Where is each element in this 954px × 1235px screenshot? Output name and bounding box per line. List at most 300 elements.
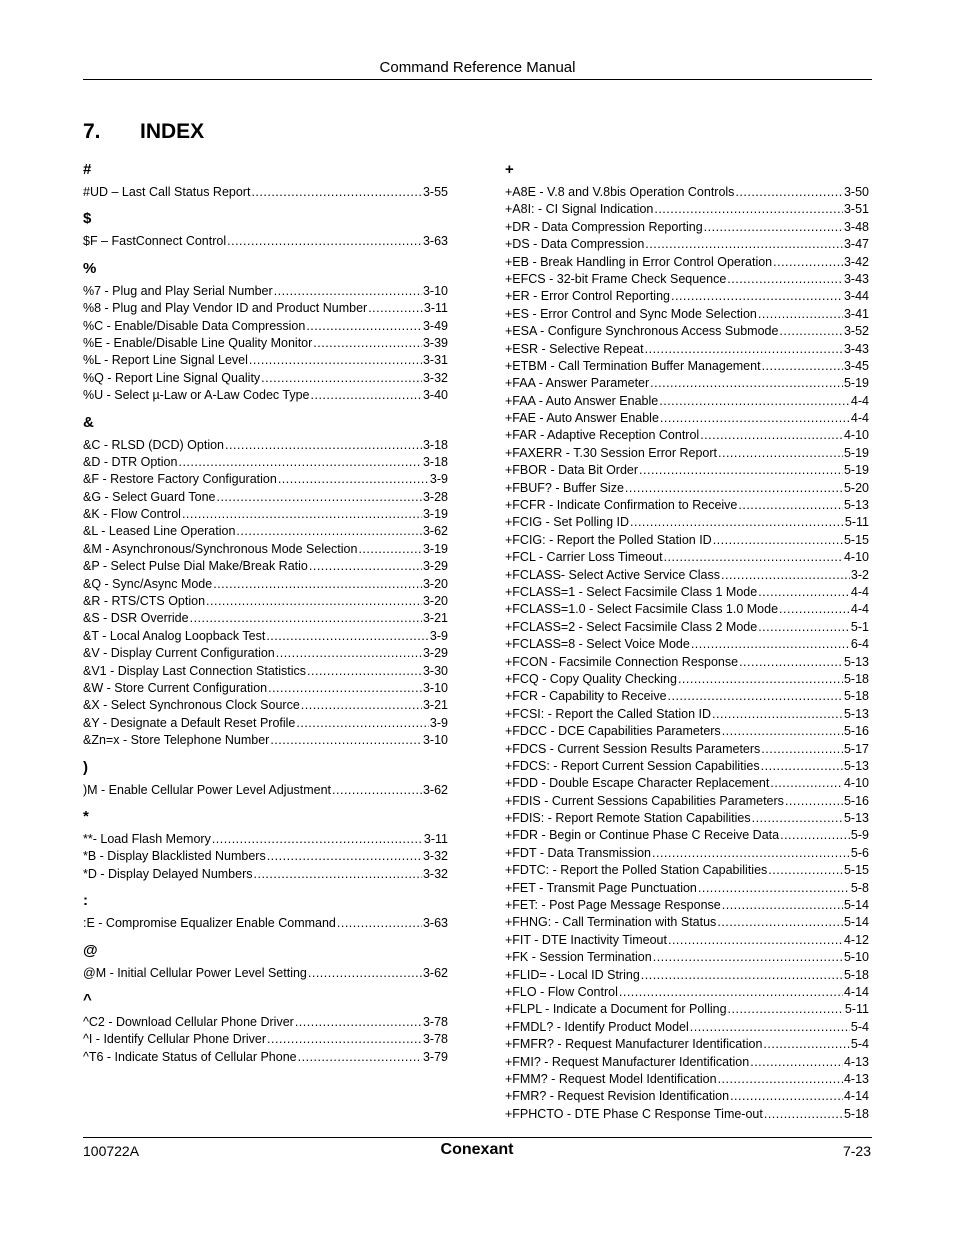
dot-leader	[717, 914, 843, 931]
index-entry[interactable]	[505, 1054, 869, 1071]
index-entry-page: 3-78	[422, 1014, 448, 1029]
index-entry-text: +FDIS - Current Sessions Capabilities Parameters	[505, 793, 784, 808]
dot-leader	[306, 318, 422, 335]
index-entry-text: +FLID= - Local ID String	[505, 967, 640, 982]
dot-leader	[659, 393, 850, 410]
index-entry[interactable]	[83, 965, 448, 982]
index-entry-page: 3-63	[422, 234, 448, 249]
index-entry-page: 3-18	[422, 454, 448, 469]
dot-leader	[206, 593, 422, 610]
index-entry[interactable]	[83, 387, 448, 404]
dot-leader	[625, 480, 843, 497]
index-entry-text: +FCON - Facsimile Connection Response	[505, 654, 739, 669]
index-entry[interactable]	[505, 984, 869, 1001]
index-entry-page: 3-29	[422, 559, 448, 574]
index-entry-page: 5-19	[843, 463, 869, 478]
index-entry-text: +FCSI: - Report the Called Station ID	[505, 706, 711, 721]
dot-leader	[735, 184, 843, 201]
dot-leader	[276, 645, 422, 662]
index-entry-text: +FDCS: - Report Current Session Capabilities	[505, 758, 760, 773]
index-entry[interactable]	[505, 393, 869, 410]
index-entry[interactable]	[83, 593, 448, 610]
dot-leader	[761, 758, 843, 775]
dot-leader	[752, 810, 843, 827]
index-entry-text: &K - Flow Control	[83, 507, 181, 522]
index-entry[interactable]	[83, 680, 448, 697]
index-entry-page: 5-17	[843, 741, 869, 756]
index-entry-page: 5-15	[843, 532, 869, 547]
index-entry[interactable]	[505, 949, 869, 966]
index-entry[interactable]	[505, 932, 869, 949]
index-entry-text: +FHNG: - Call Termination with Status	[505, 915, 717, 930]
index-entry-text: +FMDL? - Identify Product Model	[505, 1019, 689, 1034]
dot-leader	[660, 410, 850, 427]
index-entry-text: +FCLASS=1.0 - Select Facsimile Class 1.0 Mode	[505, 602, 779, 617]
index-entry[interactable]	[83, 915, 448, 932]
index-entry-text: **- Load Flash Memory	[83, 831, 211, 846]
index-entry-page: 3-20	[422, 594, 448, 609]
index-entry-page: 4-10	[843, 428, 869, 443]
index-entry[interactable]	[505, 341, 869, 358]
index-entry-page: 5-13	[843, 654, 869, 669]
index-entry-page: 3-32	[422, 370, 448, 385]
index-entry-text: *D - Display Delayed Numbers	[83, 866, 253, 881]
index-entry[interactable]	[505, 549, 869, 566]
index-entry-page: 5-18	[843, 689, 869, 704]
dot-leader	[313, 335, 422, 352]
index-entry-text: +FCQ - Copy Quality Checking	[505, 671, 677, 686]
index-entry[interactable]	[505, 497, 869, 514]
index-entry-page: 3-10	[422, 283, 448, 298]
index-entry[interactable]	[505, 723, 869, 740]
dot-leader	[690, 1019, 850, 1036]
index-entry-page: 3-39	[422, 335, 448, 350]
index-entry-text: :E - Compromise Equalizer Enable Command	[83, 916, 336, 931]
index-section-heading: %	[83, 259, 97, 277]
index-entry[interactable]	[505, 880, 869, 897]
index-entry[interactable]	[505, 619, 869, 636]
index-entry-page: 5-16	[843, 724, 869, 739]
index-entry[interactable]	[83, 318, 448, 335]
index-entry[interactable]	[83, 610, 448, 627]
index-entry[interactable]	[83, 489, 448, 506]
index-entry-text: +DS - Data Compression	[505, 237, 645, 252]
index-entry-page: 5-14	[843, 915, 869, 930]
index-entry-page: 5-10	[843, 950, 869, 965]
index-entry-text: +ES - Error Control and Sync Mode Selection	[505, 306, 757, 321]
dot-leader	[309, 558, 422, 575]
index-entry[interactable]	[83, 866, 448, 883]
dot-leader	[216, 489, 421, 506]
dot-leader	[739, 654, 843, 671]
dot-leader	[307, 663, 422, 680]
dot-leader	[261, 370, 422, 387]
index-entry-page: 5-14	[843, 898, 869, 913]
index-entry-text: +FDD - Double Escape Character Replacement	[505, 776, 770, 791]
index-section-entries	[83, 965, 448, 982]
index-entry[interactable]	[505, 775, 869, 792]
index-entry[interactable]	[505, 967, 869, 984]
index-entry[interactable]	[505, 236, 869, 253]
index-entry[interactable]	[505, 584, 869, 601]
page-number: 7-23	[842, 1143, 871, 1159]
index-entry[interactable]	[505, 1036, 869, 1053]
index-entry[interactable]	[505, 793, 869, 810]
footer-rule	[83, 1137, 872, 1138]
index-entry-page: 3-44	[843, 289, 869, 304]
index-entry-page: 3-30	[422, 663, 448, 678]
dot-leader	[761, 741, 843, 758]
index-entry[interactable]	[83, 541, 448, 558]
dot-leader	[270, 732, 422, 749]
index-entry[interactable]	[505, 532, 869, 549]
index-entry-page: 3-2	[850, 567, 869, 582]
index-entry-page: 3-29	[422, 646, 448, 661]
index-entry[interactable]	[505, 1001, 869, 1018]
index-entry[interactable]	[505, 827, 869, 844]
index-entry[interactable]	[83, 848, 448, 865]
index-entry-text: +FIT - DTE Inactivity Timeout	[505, 932, 667, 947]
index-entry-page: 3-78	[422, 1032, 448, 1047]
dot-leader	[368, 300, 423, 317]
index-section-entries	[83, 831, 448, 883]
index-entry-page: 3-79	[422, 1049, 448, 1064]
dot-leader	[236, 523, 422, 540]
index-entry[interactable]	[83, 233, 448, 250]
index-entry-text: %Q - Report Line Signal Quality	[83, 370, 261, 385]
index-entry-page: 3-19	[422, 541, 448, 556]
index-entry[interactable]	[83, 471, 448, 488]
index-entry-text: &X - Select Synchronous Clock Source	[83, 698, 300, 713]
index-entry-text: +FCLASS=1 - Select Facsimile Class 1 Mode	[505, 584, 758, 599]
dot-leader	[641, 967, 843, 984]
index-entry[interactable]	[505, 862, 869, 879]
index-entry[interactable]	[83, 715, 448, 732]
index-entry-page: 3-50	[843, 185, 869, 199]
dot-leader	[779, 601, 850, 618]
dot-leader	[308, 965, 422, 982]
index-entry-page: 3-9	[429, 472, 448, 487]
index-entry[interactable]	[83, 300, 448, 317]
index-entry-text: &L - Leased Line Operation	[83, 524, 236, 539]
index-entry[interactable]	[83, 1049, 448, 1066]
index-entry-text: %E - Enable/Disable Line Quality Monitor	[83, 335, 313, 350]
index-entry[interactable]	[505, 254, 869, 271]
index-entry-page: 4-14	[843, 1089, 869, 1104]
dot-leader	[645, 236, 843, 253]
dot-leader	[728, 1001, 844, 1018]
index-entry-text: )M - Enable Cellular Power Level Adjustment	[83, 782, 332, 797]
index-entry-text: &Q - Sync/Async Mode	[83, 576, 213, 591]
index-entry[interactable]	[505, 306, 869, 323]
index-entry-text: %U - Select µ-Law or A-Law Codec Type	[83, 388, 310, 403]
index-entry-text: &T - Local Analog Loopback Test	[83, 628, 266, 643]
index-entry-text: +FAR - Adaptive Reception Control	[505, 428, 700, 443]
index-entry[interactable]	[83, 506, 448, 523]
index-entry-page: 5-16	[843, 793, 869, 808]
dot-leader	[301, 697, 422, 714]
dot-leader	[178, 454, 422, 471]
index-entry[interactable]	[83, 558, 448, 575]
index-section-heading: :	[83, 892, 88, 910]
dot-leader	[730, 1088, 843, 1105]
index-entry[interactable]	[83, 1014, 448, 1031]
index-entry[interactable]	[83, 782, 448, 799]
dot-leader	[700, 427, 843, 444]
index-entry-text: %7 - Plug and Play Serial Number	[83, 283, 273, 298]
index-entry[interactable]	[83, 831, 448, 848]
index-section-heading: &	[83, 413, 94, 431]
index-entry-page: 5-11	[844, 515, 869, 530]
index-entry-page: 4-14	[843, 984, 869, 999]
index-entry[interactable]	[505, 219, 869, 236]
index-entry-page: 5-1	[850, 619, 869, 634]
dot-leader	[213, 576, 422, 593]
dot-leader	[785, 793, 843, 810]
index-entry[interactable]	[505, 375, 869, 392]
index-entry-text: +FDCC - DCE Capabilities Parameters	[505, 724, 721, 739]
index-entry-text: %L - Report Line Signal Level	[83, 353, 248, 368]
dot-leader	[668, 932, 843, 949]
index-entry[interactable]	[505, 601, 869, 618]
index-entry[interactable]	[505, 688, 869, 705]
index-entry-text: &F - Restore Factory Configuration	[83, 472, 277, 487]
index-entry[interactable]	[505, 636, 869, 653]
index-entry[interactable]	[83, 576, 448, 593]
index-entry[interactable]	[505, 741, 869, 758]
index-entry[interactable]	[83, 697, 448, 714]
index-entry-page: 5-8	[850, 880, 869, 895]
index-entry[interactable]	[83, 663, 448, 680]
index-entry-page: 3-62	[422, 524, 448, 539]
index-entry[interactable]	[83, 732, 448, 749]
index-entry-text: $F – FastConnect Control	[83, 234, 227, 249]
index-entry-text: +FMR? - Request Revision Identification	[505, 1089, 730, 1104]
index-entry-page: 4-10	[843, 550, 869, 565]
dot-leader	[722, 897, 843, 914]
dot-leader	[249, 352, 422, 369]
index-entry-page: 4-13	[843, 1054, 869, 1069]
index-entry-page: 3-11	[423, 831, 448, 846]
index-entry[interactable]	[83, 1031, 448, 1048]
dot-leader	[770, 775, 843, 792]
dot-leader	[768, 862, 843, 879]
index-entry-page: 3-63	[422, 916, 448, 931]
index-entry-text: +FCIG - Set Polling ID	[505, 515, 629, 530]
dot-leader	[718, 1071, 843, 1088]
index-entry[interactable]	[505, 897, 869, 914]
index-section-entries	[83, 1014, 448, 1066]
index-entry[interactable]	[505, 480, 869, 497]
index-entry-page: 3-43	[843, 271, 869, 286]
index-entry[interactable]	[505, 758, 869, 775]
dot-leader	[721, 567, 850, 584]
index-entry-page: 4-4	[850, 411, 869, 426]
index-entry[interactable]	[505, 1019, 869, 1036]
index-entry-page: 3-51	[843, 202, 869, 217]
index-section-heading: *	[83, 807, 89, 825]
index-entry-page: 3-45	[843, 358, 869, 373]
chapter-title: INDEX	[140, 120, 205, 143]
index-entry[interactable]	[505, 514, 869, 531]
running-header-title: Command Reference Manual	[379, 59, 576, 76]
index-entry-text: +FAA - Answer Parameter	[505, 376, 650, 391]
index-entry-text: &D - DTR Option	[83, 454, 178, 469]
index-entry[interactable]	[505, 1088, 869, 1105]
index-entry-page: 3-48	[843, 219, 869, 234]
dot-leader	[671, 288, 843, 305]
dot-leader	[668, 688, 843, 705]
index-entry-text: +FCFR - Indicate Confirmation to Receive	[505, 498, 738, 513]
index-entry[interactable]	[505, 671, 869, 688]
index-entry-page: 5-18	[843, 967, 869, 982]
index-entry-text: +FK - Session Termination	[505, 950, 652, 965]
dot-leader	[630, 514, 844, 531]
dot-leader	[727, 271, 843, 288]
index-entry-page: 4-4	[850, 584, 869, 599]
index-entry-text: +FDTC: - Report the Polled Station Capabilities	[505, 863, 768, 878]
index-section-heading: ^	[83, 990, 92, 1008]
dot-leader	[758, 619, 850, 636]
index-entry[interactable]	[83, 184, 448, 201]
index-entry-page: 6-4	[850, 637, 869, 652]
index-entry-text: ^I - Identify Cellular Phone Driver	[83, 1032, 267, 1047]
index-entry-page: 3-42	[843, 254, 869, 269]
dot-leader	[337, 915, 422, 932]
index-entry[interactable]	[83, 352, 448, 369]
index-entry-text: +FET - Transmit Page Punctuation	[505, 880, 697, 895]
index-entry[interactable]	[505, 410, 869, 427]
dot-leader	[718, 445, 843, 462]
dot-leader	[311, 387, 422, 404]
index-entry[interactable]	[505, 810, 869, 827]
index-section-heading: $	[83, 210, 92, 228]
index-entry-page: 3-19	[422, 507, 448, 522]
index-entry-page: 5-6	[850, 845, 869, 860]
dot-leader	[758, 584, 850, 601]
index-entry[interactable]	[83, 335, 448, 352]
index-entry-text: +ESA - Configure Synchronous Access Submode	[505, 324, 779, 339]
index-entry[interactable]	[505, 845, 869, 862]
index-entry[interactable]	[505, 706, 869, 723]
index-entry[interactable]	[505, 1106, 869, 1123]
index-entry-page: 3-31	[422, 353, 448, 368]
index-entry-text: &S - DSR Override	[83, 611, 189, 626]
index-entry-page: 5-13	[843, 811, 869, 826]
chapter-heading	[83, 118, 204, 146]
index-entry-page: 3-9	[429, 715, 448, 730]
index-entry[interactable]	[83, 628, 448, 645]
index-entry[interactable]	[505, 654, 869, 671]
index-section-entries	[83, 184, 448, 201]
index-entry[interactable]	[505, 427, 869, 444]
index-entry-page: 4-4	[850, 393, 869, 408]
index-entry-text: +FCLASS=8 - Select Voice Mode	[505, 637, 690, 652]
index-entry-text: &C - RLSD (DCD) Option	[83, 437, 224, 452]
index-entry[interactable]	[505, 445, 869, 462]
index-entry-text: &P - Select Pulse Dial Make/Break Ratio	[83, 559, 308, 574]
dot-leader	[254, 866, 422, 883]
dot-leader	[698, 880, 850, 897]
index-entry-text: +FDCS - Current Session Results Parameters	[505, 741, 761, 756]
dot-leader	[650, 375, 843, 392]
index-entry-text: %C - Enable/Disable Data Compression	[83, 318, 306, 333]
index-entry[interactable]	[505, 462, 869, 479]
dot-leader	[758, 306, 843, 323]
index-entry-text: +FAXERR - T.30 Session Error Report	[505, 445, 718, 460]
index-entry-page: 4-12	[843, 932, 869, 947]
index-entry-page: 3-41	[843, 306, 869, 321]
index-entry-text: +FCR - Capability to Receive	[505, 689, 667, 704]
index-entry-text: &W - Store Current Configuration	[83, 680, 268, 695]
index-entry-page: 5-4	[850, 1019, 869, 1034]
index-entry-page: 4-4	[850, 602, 869, 617]
index-entry-text: &V1 - Display Last Connection Statistics	[83, 663, 307, 678]
index-entry-text: +ESR - Selective Repeat	[505, 341, 644, 356]
index-section-heading: +	[505, 161, 514, 178]
index-section-heading: #	[83, 161, 92, 178]
index-entry[interactable]	[505, 288, 869, 305]
dot-leader	[212, 831, 423, 848]
index-entry-text: +FDR - Begin or Continue Phase C Receive Data	[505, 828, 780, 843]
index-entry[interactable]	[505, 201, 869, 218]
index-entry-page: 3-32	[422, 866, 448, 881]
header-rule	[83, 79, 872, 80]
index-entry[interactable]	[83, 523, 448, 540]
index-entry-text: +FLO - Flow Control	[505, 984, 618, 999]
index-entry-page: 5-13	[843, 706, 869, 721]
index-entry-page: 3-62	[422, 782, 448, 797]
index-entry[interactable]	[505, 184, 869, 201]
index-entry-page: 3-32	[422, 849, 448, 864]
index-entry[interactable]	[505, 271, 869, 288]
index-entry-text: +FDIS: - Report Remote Station Capabilities	[505, 811, 751, 826]
index-entry-page: 4-10	[843, 776, 869, 791]
index-entry-text: +FMI? - Request Manufacturer Identification	[505, 1054, 750, 1069]
index-entry[interactable]	[83, 454, 448, 471]
index-entry-page: 3-28	[422, 489, 448, 504]
index-entry[interactable]	[83, 645, 448, 662]
index-entry[interactable]	[505, 323, 869, 340]
index-entry[interactable]	[505, 358, 869, 375]
index-entry[interactable]	[83, 437, 448, 454]
index-entry-text: +FLPL - Indicate a Document for Polling	[505, 1002, 727, 1017]
index-entry[interactable]	[83, 370, 448, 387]
document-number: 100722A	[83, 1143, 140, 1159]
index-entry-page: 3-11	[423, 301, 448, 316]
index-entry[interactable]	[83, 283, 448, 300]
dot-leader	[296, 715, 429, 732]
dot-leader	[267, 1031, 422, 1048]
dot-leader	[251, 184, 422, 201]
index-entry[interactable]	[505, 914, 869, 931]
index-section-heading: )	[83, 758, 88, 776]
dot-leader	[190, 610, 422, 627]
index-entry-text: +FBOR - Data Bit Order	[505, 463, 639, 478]
index-entry-text: +FCLASS=2 - Select Facsimile Class 2 Mode	[505, 619, 758, 634]
dot-leader	[298, 1049, 422, 1066]
index-entry-text: +DR - Data Compression Reporting	[505, 219, 703, 234]
index-entry-text: &G - Select Guard Tone	[83, 489, 216, 504]
index-entry[interactable]	[505, 567, 869, 584]
index-entry-text: +FCIG: - Report the Polled Station ID	[505, 532, 712, 547]
index-entry-text: +FAE - Auto Answer Enable	[505, 411, 659, 426]
index-entry-page: 5-18	[843, 671, 869, 686]
index-entry[interactable]	[505, 1071, 869, 1088]
index-entry-page: 3-21	[422, 698, 448, 713]
dot-leader	[274, 283, 422, 300]
dot-leader	[780, 827, 850, 844]
